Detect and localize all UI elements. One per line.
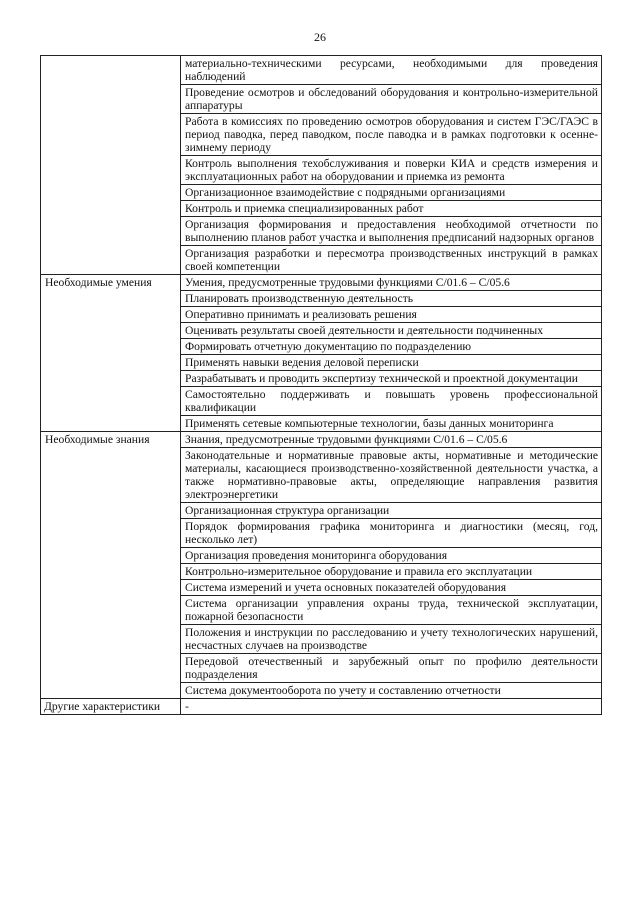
table-cell: Организация формирования и предоставления необходимой отчетности по выполнению планов работ участка и выполнения предписаний надзорных органов — [181, 217, 602, 246]
table-cell: Законодательные и нормативные правовые акты, нормативные и методические материалы, касающиеся производственно-хозяйственной деятельности участка, а также нормативно-правовые акты, определяющие направления развития электроэнергетики — [181, 448, 602, 503]
table-cell: Работа в комиссиях по проведению осмотров оборудования и систем ГЭС/ГАЭС в период паводка, перед паводком, после паводка и в рамках подготовки к осенне-зимнему периоду — [181, 114, 602, 156]
table-cell: материально-техническими ресурсами, необходимыми для проведения наблюдений — [181, 56, 602, 85]
table-cell: Организационная структура организации — [181, 503, 602, 519]
characteristics-table — [40, 55, 602, 715]
table-cell: Применять навыки ведения деловой переписки — [181, 355, 602, 371]
table-cell: Применять сетевые компьютерные технологии, базы данных мониторинга — [181, 416, 602, 432]
table-cell: Порядок формирования графика мониторинга и диагностики (месяц, год, несколько лет) — [181, 519, 602, 548]
knowledge-label: Необходимые знания — [41, 432, 181, 699]
table-cell: Система организации управления охраны труда, технической эксплуатации, пожарной безопасности — [181, 596, 602, 625]
table-cell: Оценивать результаты своей деятельности и деятельности подчиненных — [181, 323, 602, 339]
page-number: 26 — [314, 30, 326, 44]
table-cell: Контрольно-измерительное оборудование и правила его эксплуатации — [181, 564, 602, 580]
table-cell: Организационное взаимодействие с подрядными организациями — [181, 185, 602, 201]
table-cell: Система документооборота по учету и составлению отчетности — [181, 683, 602, 699]
table-cell: Контроль выполнения техобслуживания и поверки КИА и средств измерения и эксплуатационных работ на оборудовании и приемка из ремонта — [181, 156, 602, 185]
continued-section-label — [41, 56, 181, 275]
table-cell: Умения, предусмотренные трудовыми функциями С/01.6 – С/05.6 — [181, 275, 602, 291]
table-cell: Планировать производственную деятельность — [181, 291, 602, 307]
table-cell: Организация разработки и пересмотра производственных инструкций в рамках своей компетенции — [181, 246, 602, 275]
table-cell: Самостоятельно поддерживать и повышать уровень профессиональной квалификации — [181, 387, 602, 416]
table-cell: Формировать отчетную документацию по подразделению — [181, 339, 602, 355]
table-cell: Оперативно принимать и реализовать решения — [181, 307, 602, 323]
table-cell: Проведение осмотров и обследований оборудования и контрольно-измерительной аппаратуры — [181, 85, 602, 114]
table-row — [41, 699, 602, 715]
table-row — [41, 432, 602, 448]
table-cell: Контроль и приемка специализированных работ — [181, 201, 602, 217]
skills-label: Необходимые умения — [41, 275, 181, 432]
table-cell: Организация проведения мониторинга оборудования — [181, 548, 602, 564]
table-cell: Система измерений и учета основных показателей оборудования — [181, 580, 602, 596]
table-cell: Передовой отечественный и зарубежный опыт по профилю деятельности подразделения — [181, 654, 602, 683]
table-cell: Положения и инструкции по расследованию и учету технологических нарушений, несчастных случаев на производстве — [181, 625, 602, 654]
table-row — [41, 275, 602, 291]
other-value: - — [181, 699, 602, 715]
table-cell: Разрабатывать и проводить экспертизу технической и проектной документации — [181, 371, 602, 387]
other-label: Другие характеристики — [41, 699, 181, 715]
table-row — [41, 56, 602, 85]
table-cell: Знания, предусмотренные трудовыми функциями С/01.6 – С/05.6 — [181, 432, 602, 448]
